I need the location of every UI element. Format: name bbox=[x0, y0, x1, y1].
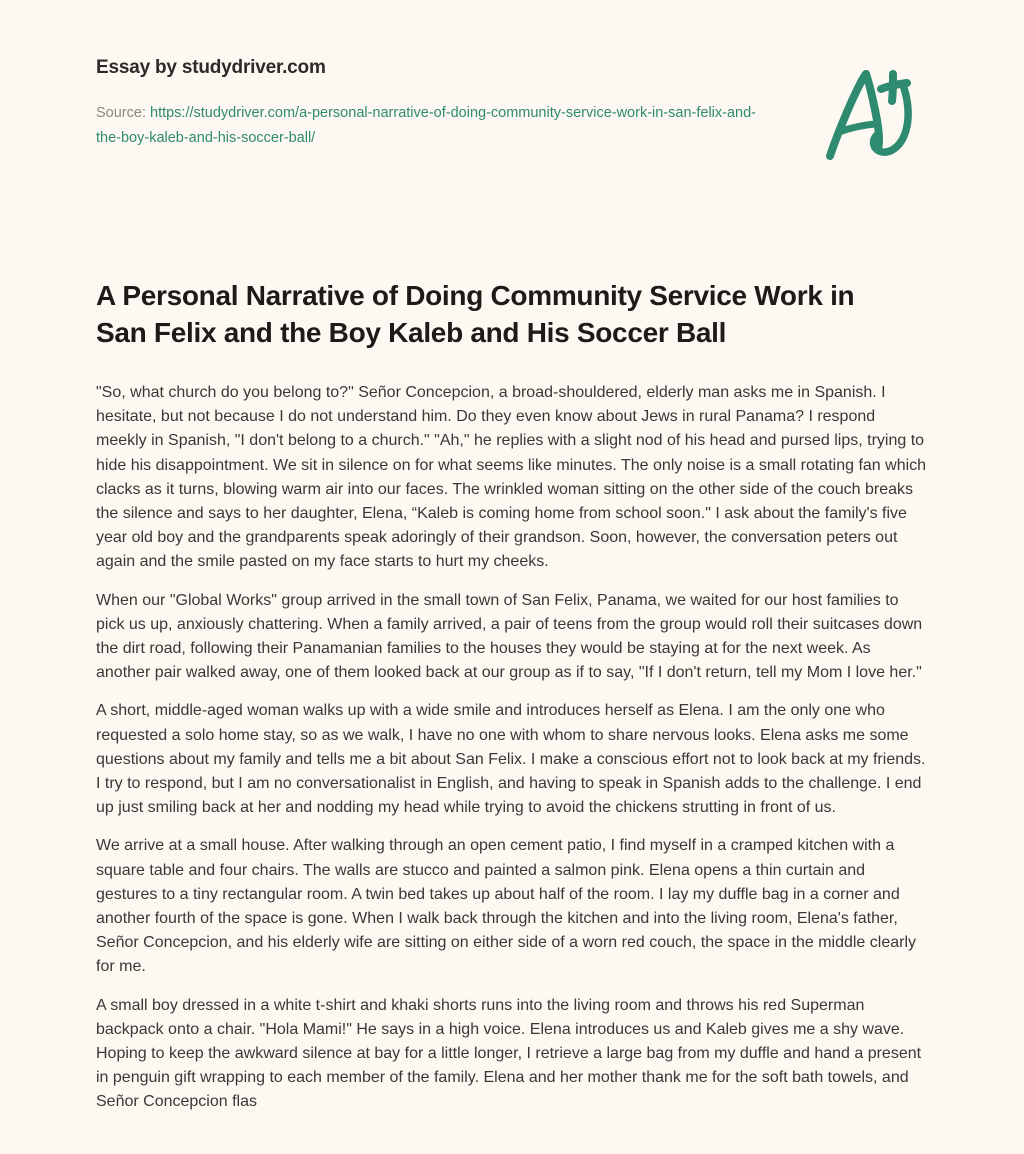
essay-paragraph: When our "Global Works" group arrived in the small town of San Felix, Panama, we waited for our host families to pick us up, anxiously chattering. When a family arrived, a pair of teens from the group would roll their suitcases down the dirt road, following their Panamanian families to the houses they would be staying at for the next week. As another pair walked away, one of them looked back at our group as if to say, "If I don't return, tell my Mom I love her." bbox=[96, 591, 923, 682]
essay-paragraph: We arrive at a small house. After walking through an open cement patio, I find myself in a cramped kitchen with a square table and four chairs. The walls are stucco and painted a salmon pink. Elena opens a thin curtain and gestures to a tiny rectangular room. A twin bed takes up about half of the room. I lay my duffle bag in a corner and another fourth of the space is gone. When I walk back through the kitchen and into the living room, Elena's father, Señor Concepcion, and his elderly wife are sitting on either side of a worn red couch, the space in the middle clearly for me. bbox=[96, 837, 917, 976]
essay-byline: Essay by studydriver.com bbox=[96, 57, 326, 78]
source-url-link[interactable]: https://studydriver.com/a-personal-narrative-of-doing-community-service-work-in-san-felix-and-the-boy-kaleb-and-his-soccer-ball/ bbox=[96, 105, 756, 146]
document-header bbox=[96, 0, 928, 185]
page-title: A Personal Narrative of Doing Community Service Work in San Felix and the Boy Kaleb and His Soccer Ball bbox=[96, 280, 855, 348]
essay-paragraph: A short, middle-aged woman walks up with a wide smile and introduces herself as Elena. I am the only one who requested a solo home stay, so as we walk, I have no one with whom to share nervous looks. Elena asks me some questions about my family and tells me a bit about San Felix. I make a conscious effort not to look back at my friends. I try to respond, but I am no conversationalist in English, and having to speak in Spanish adds to the challenge. I end up just smiling back at her and nodding my head while trying to avoid the chickens strutting in front of us. bbox=[96, 702, 926, 817]
essay-body bbox=[96, 381, 928, 1115]
source-line bbox=[96, 101, 756, 151]
essay-paragraph: "So, what church do you belong to?" Señor Concepcion, a broad-shouldered, elderly man asks me in Spanish. I hesitate, but not because I do not understand him. Do they even know about Jews in rural Panama? I respond meekly in Spanish, "I don't belong to a church." "Ah," he replies with a slight nod of his head and pursed lips, trying to hide his disappointment. We sit in silence on for what seems like minutes. The only noise is a small rotating fan which clacks as it turns, blowing warm air into our faces. The wrinkled woman sitting on the other side of the couch breaks the silence and says to her daughter, Elena, “Kaleb is coming home from school soon." I ask about the family's five year old boy and the grandparents speak adoringly of their grandson. Soon, however, the conversation peters out again and the smile pasted on my face starts to hurt my cheeks. bbox=[96, 384, 927, 571]
essay-paragraph: A small boy dressed in a white t-shirt and khaki shorts runs into the living room and throws his red Superman backpack onto a chair. "Hola Mami!" He says in a high voice. Elena introduces us and Kaleb gives me a shy wave. Hoping to keep the awkward silence at bay for a little longer, I retrieve a large bag from my duffle and hand a present in penguin gift wrapping to each member of the family. Elena and her mother thank me for the soft bath towels, and Señor Concepcion flas bbox=[96, 996, 922, 1111]
source-label: Source: bbox=[96, 105, 150, 121]
studydriver-a-plus-logo-icon bbox=[808, 52, 928, 172]
